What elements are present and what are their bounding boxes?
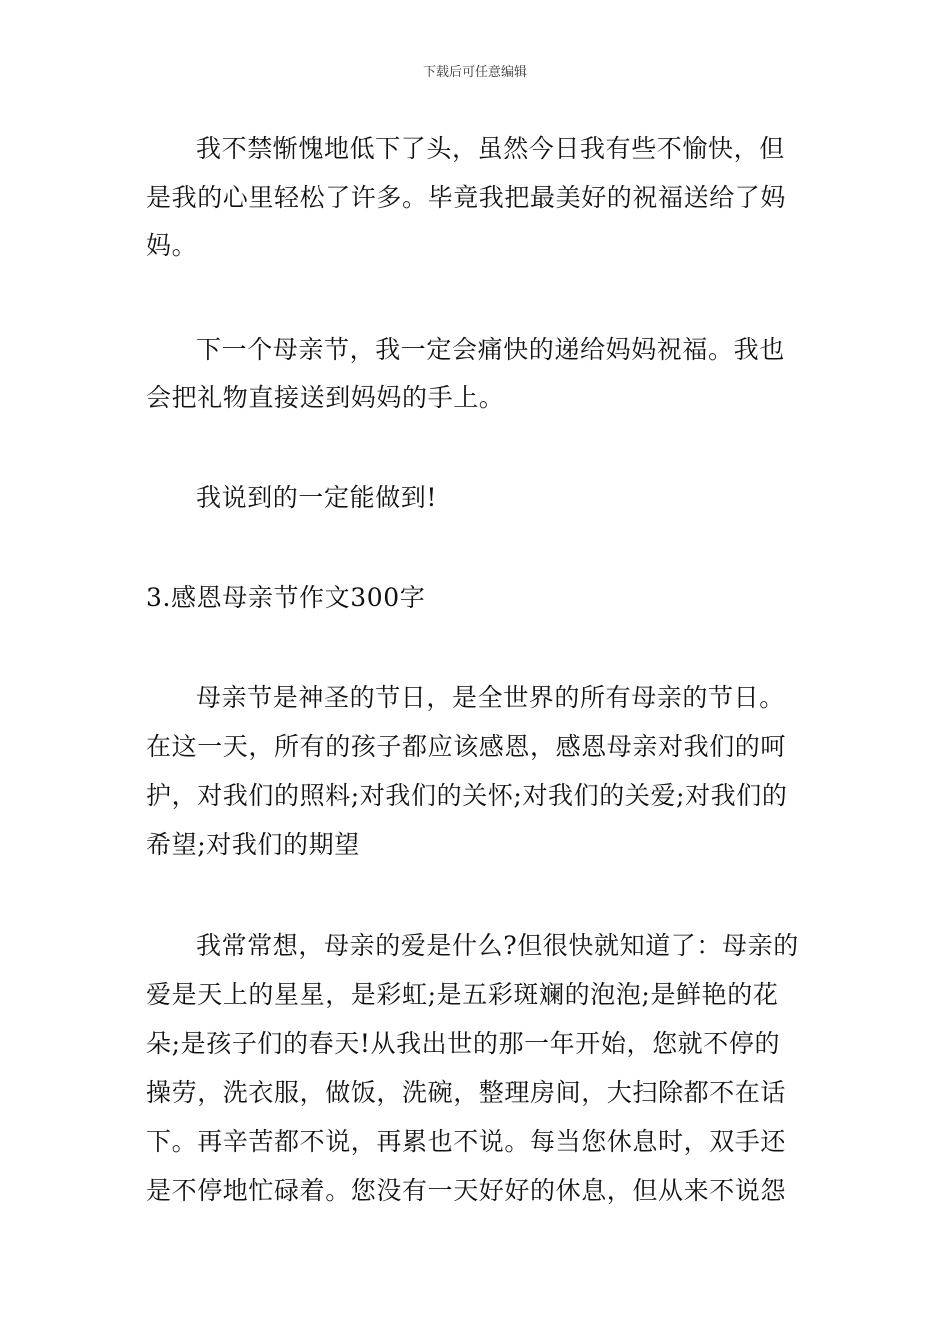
paragraph-5-line-2: 爱是天上的星星，是彩虹;是五彩斑斓的泡泡;是鲜艳的花 bbox=[146, 980, 779, 1009]
paragraph-1-line-1: 我不禁惭愧地低下了头，虽然今日我有些不愉快，但 bbox=[196, 134, 785, 163]
paragraph-4-line-2: 在这一天，所有的孩子都应该感恩，感恩母亲对我们的呵 bbox=[146, 732, 787, 761]
page-header-note: 下载后可任意编辑 bbox=[422, 65, 527, 80]
paragraph-1-line-2: 是我的心里轻松了许多。毕竟我把最美好的祝福送给了妈 bbox=[146, 183, 787, 212]
paragraph-4-line-3: 护，对我们的照料;对我们的关怀;对我们的关爱;对我们的 bbox=[146, 781, 788, 810]
paragraph-5-line-1: 我常常想，母亲的爱是什么?但很快就知道了：母亲的 bbox=[196, 931, 799, 960]
paragraph-2-line-1: 下一个母亲节，我一定会痛快的递给妈妈祝福。我也 bbox=[196, 335, 785, 364]
paragraph-5-line-4: 操劳，洗衣服，做饭，洗碗，整理房间，大扫除都不在话 bbox=[146, 1078, 787, 1107]
paragraph-5-line-3: 朵;是孩子们的春天!从我出世的那一年开始，您就不停的 bbox=[146, 1029, 781, 1058]
paragraph-1-line-3: 妈。 bbox=[146, 231, 198, 260]
paragraph-2-line-2: 会把礼物直接送到妈妈的手上。 bbox=[146, 383, 505, 412]
paragraph-4-line-4: 希望;对我们的期望 bbox=[146, 830, 360, 859]
paragraph-3-line-1: 我说到的一定能做到! bbox=[196, 483, 438, 512]
section-heading: 3.感恩母亲节作文300字 bbox=[146, 583, 426, 612]
paragraph-5-line-6: 是不停地忙碌着。您没有一天好好的休息，但从来不说怨 bbox=[146, 1176, 787, 1205]
paragraph-5-line-5: 下。再辛苦都不说，再累也不说。每当您休息时，双手还 bbox=[146, 1127, 787, 1156]
paragraph-4-line-1: 母亲节是神圣的节日，是全世界的所有母亲的节日。 bbox=[196, 683, 785, 712]
